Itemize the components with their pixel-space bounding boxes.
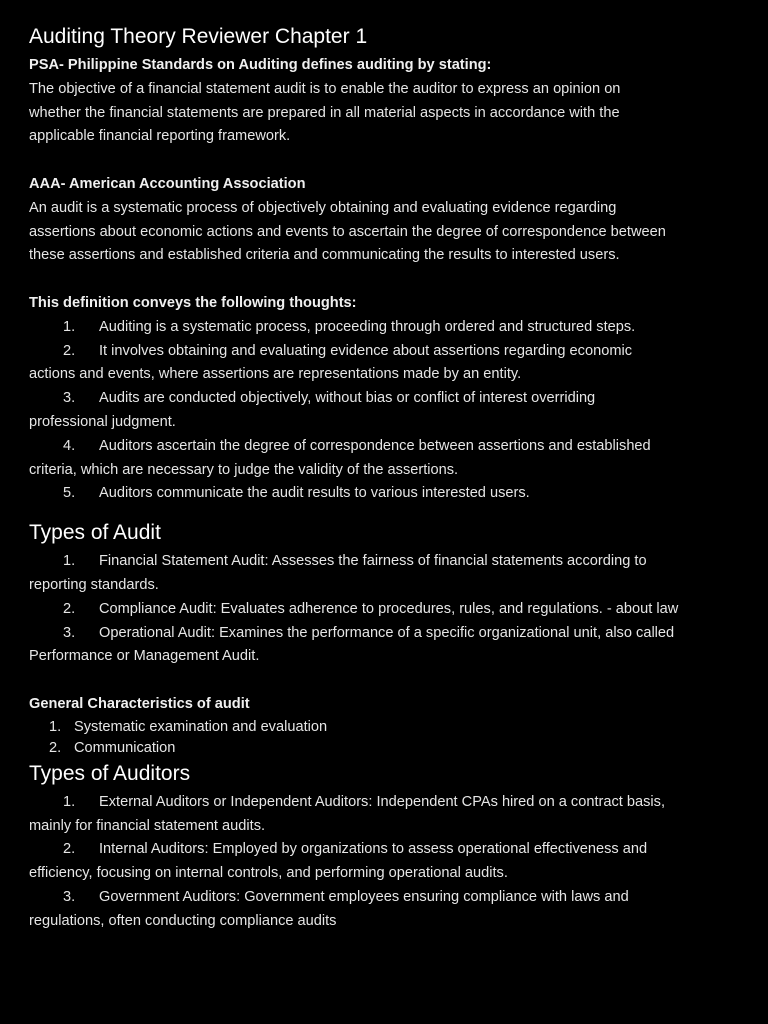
- types-of-audit-section: [29, 550, 738, 669]
- list-number: 2.: [49, 739, 62, 756]
- list-number: 1.: [63, 318, 76, 335]
- aaa-section: [29, 173, 738, 268]
- section-heading-types-of-auditors: Types of Auditors: [29, 761, 191, 785]
- psa-heading: PSA- Philippine Standards on Auditing defines auditing by stating:: [29, 57, 492, 73]
- section-heading-types-of-audit: Types of Audit: [29, 521, 161, 545]
- list-item: [29, 435, 738, 459]
- list-number: 1.: [63, 553, 76, 570]
- list-number: 4.: [63, 437, 76, 454]
- list-text-continued: regulations, often conducting compliance audits: [29, 912, 337, 929]
- aaa-heading: AAA- American Accounting Association: [29, 175, 306, 192]
- list-text: Audits are conducted objectively, without bias or conflict of interest overriding: [99, 390, 596, 407]
- list-number: 3.: [63, 624, 76, 641]
- page-title: Auditing Theory Reviewer Chapter 1: [29, 25, 368, 48]
- list-item: [29, 316, 738, 340]
- list-number: 5.: [63, 485, 76, 502]
- spacer: [29, 149, 738, 173]
- aaa-line: these assertions and established criteria and communicating the results to interested users.: [29, 247, 620, 264]
- list-text: Auditing is a systematic process, proceeding through ordered and structured steps.: [99, 318, 636, 335]
- list-text: Systematic examination and evaluation: [74, 718, 328, 735]
- psa-line: applicable financial reporting framework.: [29, 128, 291, 145]
- list-item: [29, 717, 738, 738]
- list-text: Auditors ascertain the degree of correspondence between assertions and established: [99, 437, 651, 454]
- psa-section: [29, 54, 738, 149]
- list-text-continued: efficiency, focusing on internal controls, and performing operational audits.: [29, 865, 508, 882]
- list-text-continued: mainly for financial statement audits.: [29, 817, 266, 834]
- list-text-continued: criteria, which are necessary to judge the validity of the assertions.: [29, 461, 459, 478]
- list-item: [29, 622, 738, 646]
- list-text: Financial Statement Audit: Assesses the fairness of financial statements according to: [99, 553, 647, 570]
- list-text: Communication: [74, 739, 176, 756]
- list-item: [29, 340, 738, 364]
- list-text: Auditors communicate the audit results to various interested users.: [99, 485, 530, 502]
- list-item: [29, 550, 738, 574]
- list-item: [29, 838, 738, 862]
- list-text: It involves obtaining and evaluating evidence about assertions regarding economic: [99, 342, 633, 359]
- list-item: [29, 738, 738, 759]
- list-text-continued: reporting standards.: [29, 576, 159, 593]
- list-number: 2.: [63, 841, 76, 858]
- list-number: 2.: [63, 342, 76, 359]
- list-text: Internal Auditors: Employed by organizations to assess operational effectiveness and: [99, 841, 648, 858]
- list-text-continued: professional judgment.: [29, 413, 176, 430]
- list-number: 2.: [63, 600, 76, 617]
- spacer: [29, 268, 738, 292]
- list-text: External Auditors or Independent Auditors: Independent CPAs hired on a contract basis,: [99, 793, 665, 810]
- general-characteristics-section: [29, 693, 738, 759]
- list-text-continued: Performance or Management Audit.: [29, 648, 260, 665]
- list-number: 1.: [49, 718, 62, 735]
- list-item: [29, 791, 738, 815]
- list-text: Compliance Audit: Evaluates adherence to procedures, rules, and regulations. - about law: [99, 600, 679, 617]
- thoughts-heading: This definition conveys the following thoughts:: [29, 294, 357, 311]
- types-of-auditors-section: [29, 791, 738, 934]
- list-text: Government Auditors: Government employees ensuring compliance with laws and: [99, 888, 629, 905]
- list-item: [29, 598, 738, 622]
- list-number: 3.: [63, 390, 76, 407]
- psa-line: The objective of a financial statement audit is to enable the auditor to express an opinion on: [29, 80, 621, 97]
- aaa-line: An audit is a systematic process of objectively obtaining and evaluating evidence regarding: [29, 199, 617, 216]
- aaa-line: assertions about economic actions and events to ascertain the degree of correspondence between: [29, 223, 666, 240]
- list-item: [29, 482, 738, 506]
- list-number: 3.: [63, 888, 76, 905]
- spacer: [29, 669, 738, 693]
- general-characteristics-list: [29, 717, 738, 759]
- thoughts-section: [29, 292, 738, 506]
- general-characteristics-heading: General Characteristics of audit: [29, 695, 250, 712]
- list-item: [29, 886, 738, 910]
- psa-line: whether the financial statements are prepared in all material aspects in accordance with the: [29, 104, 620, 121]
- list-text-continued: actions and events, where assertions are representations made by an entity.: [29, 366, 522, 383]
- list-number: 1.: [63, 793, 76, 810]
- list-item: [29, 387, 738, 411]
- list-text: Operational Audit: Examines the performance of a specific organizational unit, also called: [99, 624, 675, 641]
